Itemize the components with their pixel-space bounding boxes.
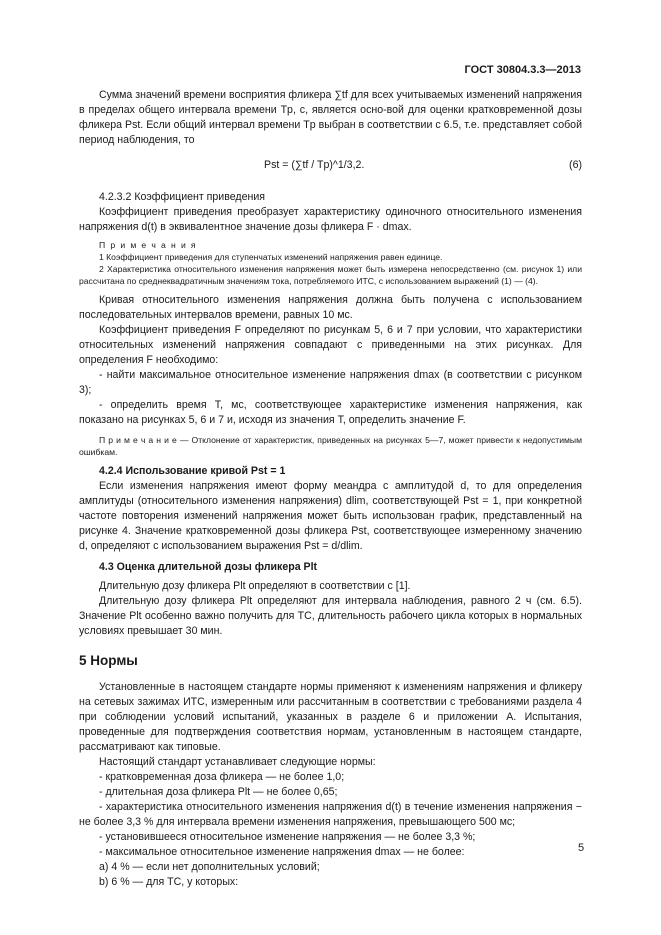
note-item: 2 Характеристика относительного изменения напряжения может быть измерена непосредственно (см. рисунок 1) или рассчитана по среднеквадратичным значениям тока, потребляемого ИТС, с использованием выражений (1) — (4). bbox=[79, 264, 582, 286]
paragraph: Если изменения напряжения имеют форму меандра с амплитудой d, то для определения амплитуды (относительного изменения напряжения) dlim, соответствующей Pst = 1, при конкретной частоте повторения изменений напряжения может быть использован график, представленный на рисунке 4. Значение кратковременной дозы фликера Pst, соответствующее измеренному значению d, определяют с использованием выражения Pst = d/dlim. bbox=[79, 480, 582, 552]
notes-title: П р и м е ч а н и я bbox=[99, 240, 197, 250]
paragraph: Длительную дозу фликера Plt определяют в соответствии с [1]. bbox=[99, 580, 411, 592]
note-item: 1 Коэффициент приведения для ступенчатых изменений напряжения равен единице. bbox=[99, 252, 443, 262]
list-item: - определить время T, мс, соответствующее характеристике изменения напряжения, как показано на рисунках 5, 6 и 7 и, исходя из значения T, определить значение F. bbox=[79, 399, 582, 426]
list-item: - длительная доза фликера Plt — не более 0,65; bbox=[99, 786, 338, 798]
formula-6 bbox=[79, 152, 582, 182]
list-item: - кратковременная доза фликера — не более 1,0; bbox=[99, 771, 345, 783]
paragraph: Кривая относительного изменения напряжения должна быть получена с использованием последовательных интервалов времени, равных 10 мс. bbox=[79, 294, 582, 321]
formula-number: (6) bbox=[569, 159, 582, 171]
paragraph: Коэффициент приведения преобразует характеристику одиночного относительного изменения напряжения d(t) в эквивалентное значение дозы фликера F · dmax. bbox=[79, 206, 582, 233]
paragraph: Настоящий стандарт устанавливает следующие нормы: bbox=[99, 756, 376, 768]
list-item: - найти максимальное относительное изменение напряжения dmax (в соответствии с рисунком 3); bbox=[79, 369, 582, 396]
subsection-heading: 4.2.3.2 Коэффициент приведения bbox=[99, 191, 265, 203]
page-number: 5 bbox=[578, 842, 585, 854]
section-heading: 4.2.4 Использование кривой Pst = 1 bbox=[99, 465, 286, 477]
chapter-heading: 5 Нормы bbox=[79, 653, 138, 668]
document-code-header: ГОСТ 30804.3.3—2013 bbox=[464, 64, 581, 76]
list-item: - максимальное относительное изменение напряжения dmax — не более: bbox=[99, 846, 465, 858]
formula-expression: Pst = (∑tf / Tp)^1/3,2. bbox=[264, 159, 365, 171]
note-item: П р и м е ч а н и е — Отклонение от характеристик, приведенных на рисунках 5—7, может привести к недопустимым ошибкам. bbox=[79, 435, 582, 457]
section-heading: 4.3 Оценка длительной дозы фликера Plt bbox=[99, 561, 318, 573]
paragraph: Сумма значений времени восприятия фликера ∑tf для всех учитываемых изменений напряжения в пределах общего интервала времени Tp, с, является осно-вой для оценки кратковременной дозы фликера Pst. Если общий интервал времени Tp выбран в соответствии с 6.5, т.е. представляет собой период наблюдения, то bbox=[79, 89, 582, 146]
document-body bbox=[79, 88, 585, 890]
paragraph: Установленные в настоящем стандарте нормы применяют к изменениям напряжения и фликеру на сетевых зажимах ИТС, измеренным или рассчитанным в соответствии с требованиями раздела 4 при соблюдении условий испытаний, указанных в разделе 6 и приложении А. Испытания, проведенные для подтверждения соответствия нормам, установленным в настоящем стандарте, рассматривают как типовые. bbox=[79, 681, 582, 753]
list-item: b) 6 % — для ТС, у которых: bbox=[99, 876, 239, 888]
list-item: - установившееся относительное изменение напряжения — не более 3,3 %; bbox=[99, 831, 476, 843]
paragraph: Коэффициент приведения F определяют по рисункам 5, 6 и 7 при условии, что характеристики относительных изменений напряжения совпадают с приведенными на этих рисунках. Для определения F необходимо: bbox=[79, 324, 582, 366]
paragraph: Длительную дозу фликера Plt определяют для интервала наблюдения, равного 2 ч (см. 6.5). Значение Plt особенно важно получить для ТС, длительность рабочего цикла которых в нормальных условиях превышает 30 мин. bbox=[79, 595, 582, 637]
list-item: - характеристика относительного изменения напряжения d(t) в течение изменения напряжения − не более 3,3 % для интервала времени изменения напряжения, превышающего 500 мс; bbox=[79, 801, 582, 828]
list-item: a) 4 % — если нет дополнительных условий; bbox=[99, 861, 320, 873]
